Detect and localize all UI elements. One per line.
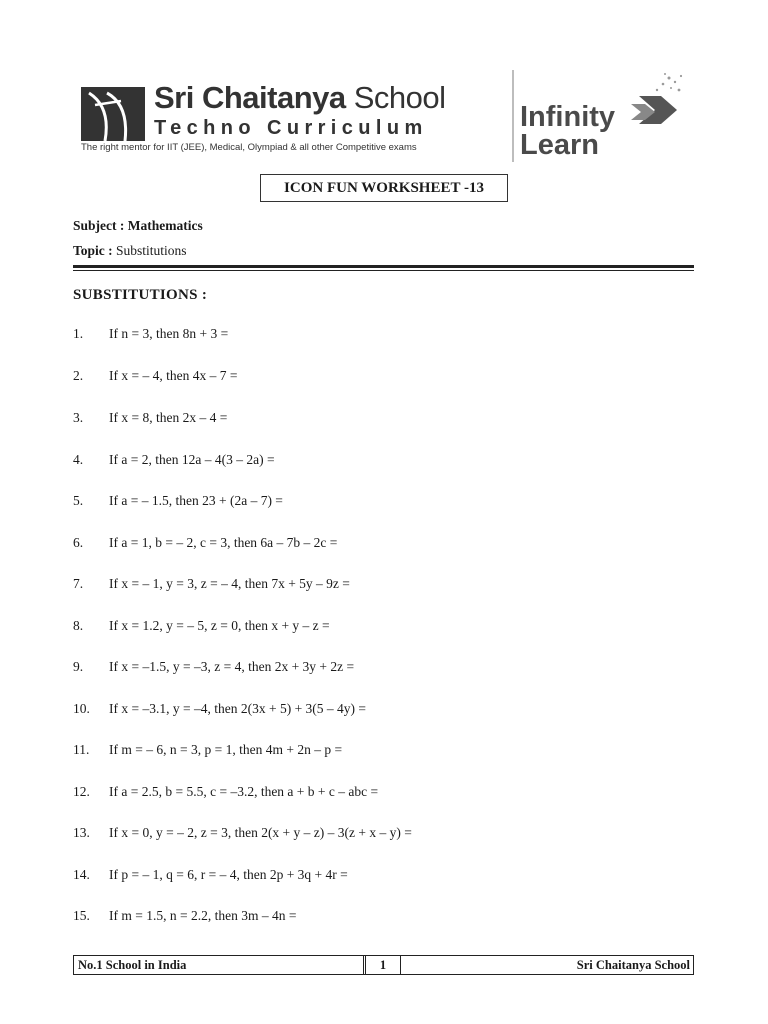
topic-line — [73, 243, 187, 259]
divider-thin — [73, 270, 694, 271]
question-text: If x = 0, y = – 2, z = 3, then 2(x + y – z) – 3(z + x – y) = — [109, 825, 412, 840]
section-title: SUBSTITUTIONS : — [73, 287, 208, 303]
question-number: 2. — [73, 368, 84, 383]
question-text: If m = 1.5, n = 2.2, then 3m – 4n = — [109, 908, 297, 923]
topic-label: Topic : — [73, 243, 117, 258]
question-number: 13. — [73, 825, 90, 840]
question-number: 4. — [73, 452, 84, 467]
page-footer — [73, 955, 694, 975]
footer-left-text: No.1 School in India — [78, 958, 187, 972]
topic-value: Substitutions — [116, 243, 187, 258]
footer-right-text: Sri Chaitanya School — [576, 958, 690, 972]
question-text: If x = –3.1, y = –4, then 2(3x + 5) + 3(5 – 4y) = — [109, 701, 367, 716]
page-number: 1 — [379, 958, 387, 972]
question-text: If x = 1.2, y = – 5, z = 0, then x + y – z = — [109, 618, 330, 633]
arrow-chevron-icon — [625, 70, 687, 135]
question-text: If x = – 1, y = 3, z = – 4, then 7x + 5y – 9z = — [109, 576, 350, 591]
question-number: 15. — [73, 908, 90, 923]
question-number: 3. — [73, 410, 84, 425]
brand-name-bold: Sri Chaitanya — [154, 80, 346, 115]
brand-subtitle: Techno Curriculum — [154, 117, 428, 139]
subject-label: Subject : — [73, 218, 128, 233]
question-number: 9. — [73, 659, 84, 674]
question-number: 7. — [73, 576, 84, 591]
partner-logo-word-1: Infinity — [520, 101, 616, 133]
divider-thick — [73, 265, 694, 268]
question-number: 10. — [73, 701, 90, 716]
question-text: If a = 2, then 12a – 4(3 – 2a) = — [109, 452, 275, 467]
question-number: 12. — [73, 784, 90, 799]
footer-separator — [400, 956, 401, 974]
question-text: If a = – 1.5, then 23 + (2a – 7) = — [109, 493, 283, 508]
question-text: If a = 1, b = – 2, c = 3, then 6a – 7b – 2c = — [109, 535, 338, 550]
partner-logo-word-2: Learn — [520, 129, 599, 161]
question-text: If a = 2.5, b = 5.5, c = –3.2, then a + b + c – abc = — [109, 784, 379, 799]
subject-value: Mathematics — [127, 218, 203, 233]
road-icon — [81, 87, 145, 141]
header-divider — [512, 70, 514, 162]
question-number: 11. — [73, 742, 90, 757]
brand-name-regular: School — [345, 80, 446, 115]
question-text: If p = – 1, q = 6, r = – 4, then 2p + 3q + 4r = — [109, 867, 348, 882]
brand-title — [154, 80, 446, 116]
question-number: 14. — [73, 867, 90, 882]
question-text: If x = –1.5, y = –3, z = 4, then 2x + 3y + 2z = — [109, 659, 355, 674]
question-number: 1. — [73, 326, 84, 341]
question-text: If x = 8, then 2x – 4 = — [109, 410, 228, 425]
subject-line — [73, 218, 203, 234]
question-text: If m = – 6, n = 3, p = 1, then 4m + 2n – p = — [109, 742, 343, 757]
page-header — [80, 70, 692, 162]
question-number: 8. — [73, 618, 84, 633]
question-number: 6. — [73, 535, 84, 550]
worksheet-title: ICON FUN WORKSHEET -13 — [260, 174, 508, 202]
question-text: If n = 3, then 8n + 3 = — [109, 326, 229, 341]
question-number: 5. — [73, 493, 84, 508]
brand-tagline: The right mentor for IIT (JEE), Medical, Olympiad & all other Competitive exams — [81, 142, 417, 153]
question-text: If x = – 4, then 4x – 7 = — [109, 368, 238, 383]
